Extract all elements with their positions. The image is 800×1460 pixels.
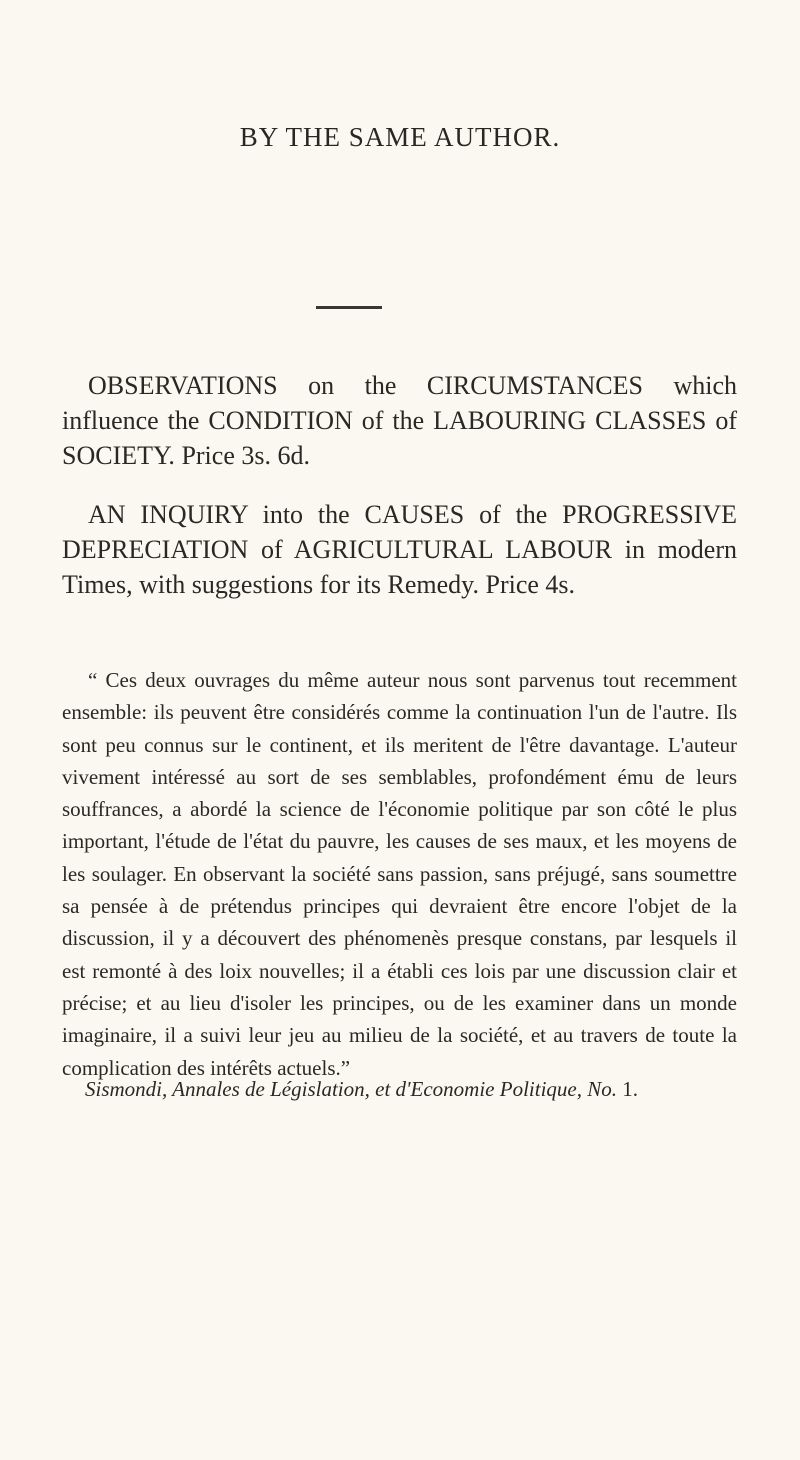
source-issue-label: No. — [587, 1077, 617, 1101]
entry-title: AN INQUIRY into the CAUSES of the PROGRESSIVE DEPRECIATION of AGRICULTURAL LABOUR in modern Times, with suggestions for its Remedy. — [62, 500, 737, 599]
page-heading: BY THE SAME AUTHOR. — [239, 122, 561, 152]
entry-price: Price 3s. 6d. — [181, 441, 310, 470]
review-quote: “ Ces deux ouvrages du même auteur nous sont parvenus tout recemment ensemble: ils peuvent être considérés comme la continuation l'un de l'autre. Ils sont peu connus sur le continent, et ils meritent de l'être davantage. L'auteur vivement intéressé au sort de ses semblables, profondément ému de leurs souffrances, a abordé la science de l'économie politique par son côté le plus important, l'étude de l'état du pauvre, les causes de ses maux, et les moyens de les soulager. En observant la société sans passion, sans préjugé, sans soumettre sa pensée à de prétendus principes qui devraient être encore l'objet de la discussion, il y a découvert des phénomenès presque constans, par lesquels il est remonté à des loix nouvelles; il a établi ces lois par une discussion clair et précise; et au lieu d'isoler les principes, ou de les examiner dans un monde imaginaire, il a suivi leur jeu au milieu de la société, et au travers de toute la complication des intérêts actuels.” — [62, 668, 737, 1080]
source-author: Sismondi — [85, 1077, 163, 1101]
source-title: Annales de Législation, et d'Economie Politique — [172, 1077, 577, 1101]
entry-title: OBSERVATIONS on the CIRCUMSTANCES which influence the CONDITION of the LABOURING CLASSES of SOCIETY. — [62, 371, 737, 470]
divider-rule — [316, 306, 382, 309]
entry-price: Price 4s. — [485, 570, 576, 599]
book-entry — [62, 497, 737, 602]
source-issue-number: 1. — [622, 1077, 638, 1101]
quote-source: Sismondi, Annales de Législation, et d'Economie Politique, No. 1. — [85, 1077, 638, 1101]
book-entry — [62, 368, 737, 473]
